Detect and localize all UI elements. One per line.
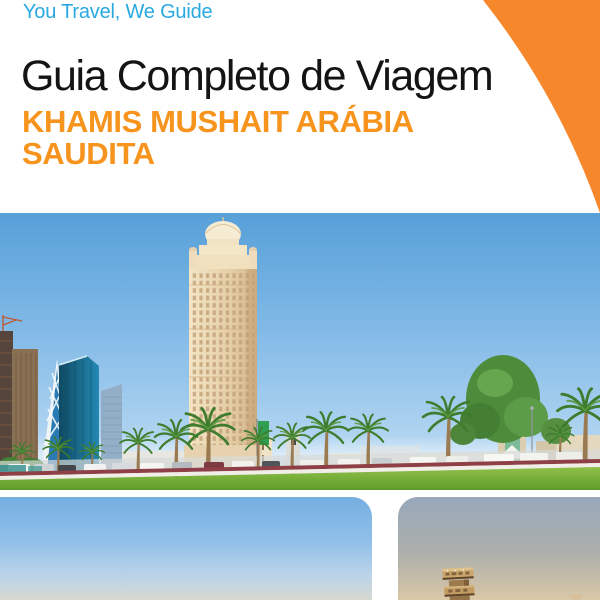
corner-accent-shape [483,0,600,213]
watchtower-scene [398,497,600,600]
bottom-left-photo [0,497,372,600]
corner-accent-path [483,0,600,213]
main-photo [0,213,600,490]
bottom-right-photo [398,497,600,600]
page-title: Guia Completo de Viagem [21,52,493,100]
main-photo-scene [0,213,600,490]
gray-tower [101,384,122,471]
brand-tagline: You Travel, We Guide [23,1,213,23]
distant-structure [570,594,582,600]
stone-watchtower [442,567,475,600]
destination-subtitle: KHAMIS MUSHAIT ARÁBIA SAUDITA [22,104,413,171]
